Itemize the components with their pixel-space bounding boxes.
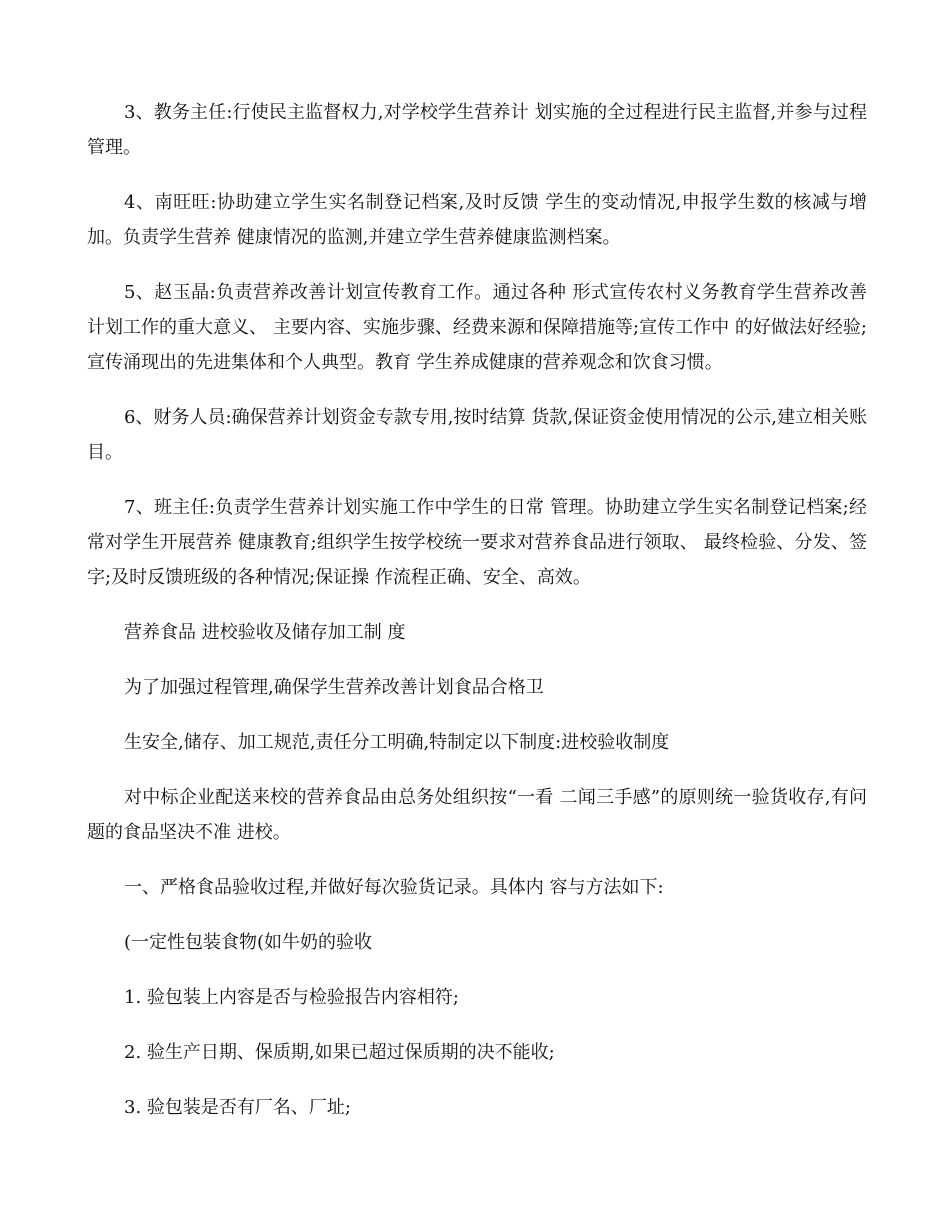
paragraph-nan-wangwang: 4、南旺旺:协助建立学生实名制登记档案,及时反馈 学生的变动情况,申报学生数的核减与增加。负责学生营养 健康情况的监测,并建立学生营养健康监测档案。 [87,192,867,248]
paragraph-acceptance-principle: 对中标企业配送来校的营养食品由总务处组织按“一看 二闻三手感”的原则统一验货收存,有问题的食品坚决不准 进校。 [87,787,867,843]
list-item-1: 1. 验包装上内容是否与检验报告内容相符; [124,987,459,1008]
list-item-3: 3. 验包装是否有厂名、厂址; [124,1097,351,1118]
paragraph-zhao-yujing: 5、赵玉晶:负责营养改善计划宣传教育工作。通过各种 形式宣传农村义务教育学生营养改善计划工作的重大意义、 主要内容、实施步骤、经费来源和保障措施等;宣传工作中 的好做法好经验;宣传涌现出的先进集体和个人典型。教育 学生养成健康的营养观念和饮食习惯。 [87,282,867,373]
section-heading-food-acceptance: 营养食品 进校验收及储存加工制 度 [124,622,406,643]
paragraph-packaged-food: (一定性包装食物(如牛奶的验收 [124,932,373,953]
paragraph-head-teacher: 7、班主任:负责学生营养计划实施工作中学生的日常 管理。协助建立学生实名制登记档案;经常对学生开展营养 健康教育;组织学生按学校统一要求对营养食品进行领取、 最终检验、分发、签字;及时反馈班级的各种情况;保证操 作流程正确、安全、高效。 [87,497,867,588]
list-item-2: 2. 验生产日期、保质期,如果已超过保质期的决不能收; [124,1042,555,1063]
paragraph-purpose-continued: 生安全,储存、加工规范,责任分工明确,特制定以下制度:进校验收制度 [124,732,670,753]
document-body [87,95,867,1145]
paragraph-purpose: 为了加强过程管理,确保学生营养改善计划食品合格卫 [124,677,544,698]
paragraph-finance-staff: 6、财务人员:确保营养计划资金专款专用,按时结算 货款,保证资金使用情况的公示,建立相关账目。 [87,407,867,463]
paragraph-academic-director: 3、教务主任:行使民主监督权力,对学校学生营养计 划实施的全过程进行民主监督,并参与过程管理。 [87,102,867,158]
paragraph-item-one: 一、严格食品验收过程,并做好每次验货记录。具体内 容与方法如下: [124,877,664,898]
